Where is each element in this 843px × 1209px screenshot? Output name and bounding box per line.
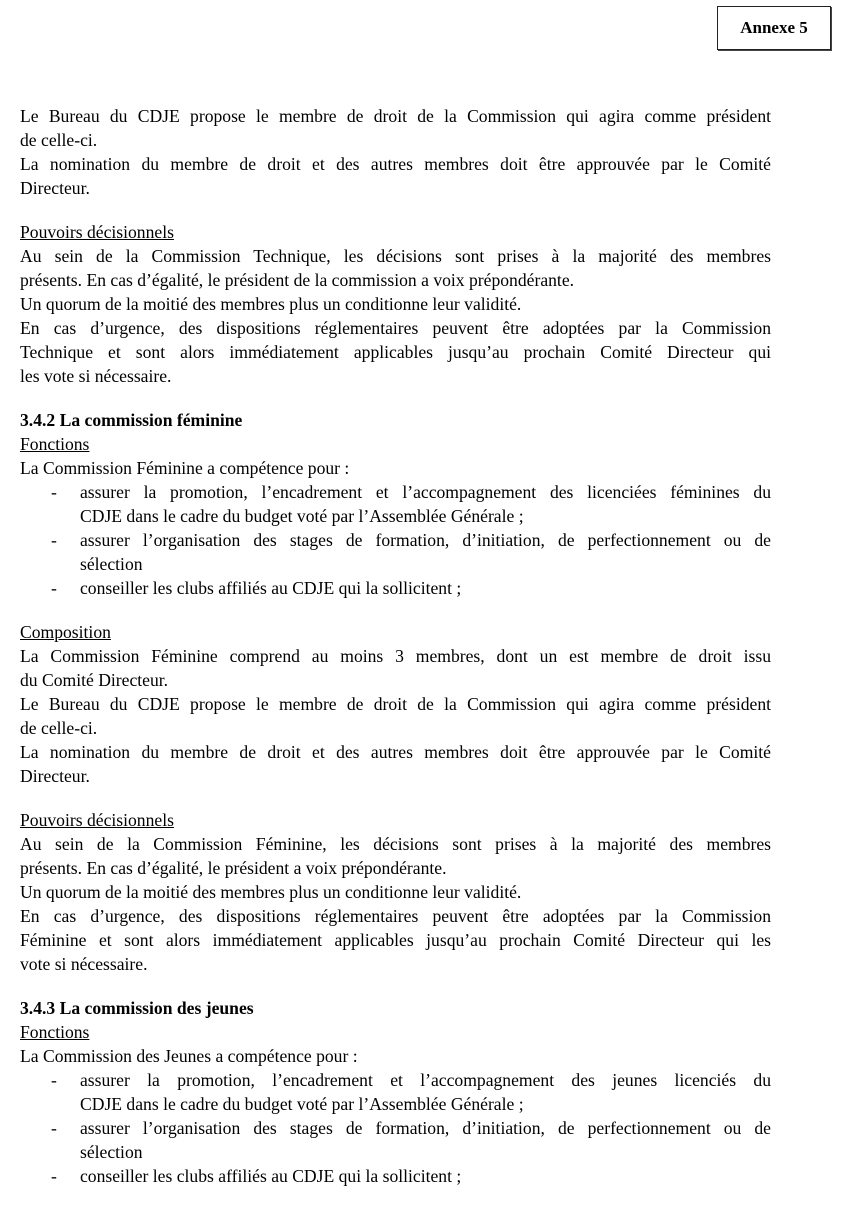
bullet-item bbox=[20, 1164, 771, 1188]
paragraph-spacer bbox=[20, 388, 771, 408]
line-text: vote si nécessaire. bbox=[20, 954, 148, 974]
text-line bbox=[20, 832, 771, 856]
text-line bbox=[20, 152, 771, 176]
line-text: de celle-ci. bbox=[20, 130, 98, 150]
text-line bbox=[20, 644, 771, 668]
line-text: La Commission Féminine comprend au moins 3 membres, dont un est membre de droit issu bbox=[20, 646, 771, 666]
text-line bbox=[20, 668, 771, 692]
line-text: Fonctions bbox=[20, 1022, 90, 1042]
bullet-dash-icon: - bbox=[51, 482, 57, 502]
line-text: conseiller les clubs affiliés au CDJE qui la sollicitent ; bbox=[80, 578, 462, 598]
bullet-dash-icon: - bbox=[51, 1118, 57, 1138]
bullet-continuation bbox=[20, 504, 771, 528]
line-text: En cas d’urgence, des dispositions réglementaires peuvent être adoptées par la Commission bbox=[20, 906, 771, 926]
section-subheading bbox=[20, 432, 771, 456]
line-text: Fonctions bbox=[20, 434, 90, 454]
text-line bbox=[20, 456, 771, 480]
line-text: Pouvoirs décisionnels bbox=[20, 222, 174, 242]
line-text: Un quorum de la moitié des membres plus un conditionne leur validité. bbox=[20, 294, 522, 314]
line-text: assurer l’organisation des stages de formation, d’initiation, de perfectionnement ou de bbox=[80, 1118, 771, 1138]
line-text: Féminine et sont alors immédiatement applicables jusqu’au prochain Comité Directeur qui les bbox=[20, 930, 771, 950]
paragraph-spacer bbox=[20, 788, 771, 808]
line-text: Au sein de la Commission Féminine, les décisions sont prises à la majorité des membres bbox=[20, 834, 771, 854]
line-text: de celle-ci. bbox=[20, 718, 98, 738]
line-text: La nomination du membre de droit et des autres membres doit être approuvée par le Comité bbox=[20, 742, 771, 762]
text-line bbox=[20, 340, 771, 364]
line-text: sélection bbox=[80, 554, 143, 574]
line-text: assurer la promotion, l’encadrement et l’accompagnement des licenciées féminines du bbox=[80, 482, 771, 502]
text-line bbox=[20, 176, 771, 200]
bullet-dash-icon: - bbox=[51, 1166, 57, 1186]
line-text: conseiller les clubs affiliés au CDJE qui la sollicitent ; bbox=[80, 1166, 462, 1186]
section-subheading bbox=[20, 620, 771, 644]
section-subheading bbox=[20, 808, 771, 832]
text-line bbox=[20, 880, 771, 904]
line-text: Directeur. bbox=[20, 766, 90, 786]
bullet-item bbox=[20, 528, 771, 552]
text-line bbox=[20, 716, 771, 740]
text-line bbox=[20, 104, 771, 128]
bullet-continuation bbox=[20, 552, 771, 576]
bullet-item bbox=[20, 576, 771, 600]
line-text: En cas d’urgence, des dispositions réglementaires peuvent être adoptées par la Commission bbox=[20, 318, 771, 338]
text-line bbox=[20, 268, 771, 292]
line-text: présents. En cas d’égalité, le président a voix prépondérante. bbox=[20, 858, 447, 878]
line-text: sélection bbox=[80, 1142, 143, 1162]
line-text: Le Bureau du CDJE propose le membre de droit de la Commission qui agira comme président bbox=[20, 106, 771, 126]
line-text: CDJE dans le cadre du budget voté par l’Assemblée Générale ; bbox=[80, 506, 524, 526]
bullet-continuation bbox=[20, 1092, 771, 1116]
line-text: 3.4.3 La commission des jeunes bbox=[20, 998, 254, 1018]
line-text: Le Bureau du CDJE propose le membre de droit de la Commission qui agira comme président bbox=[20, 694, 771, 714]
section-heading bbox=[20, 408, 771, 432]
line-text: Technique et sont alors immédiatement applicables jusqu’au prochain Comité Directeur qui bbox=[20, 342, 771, 362]
text-line bbox=[20, 364, 771, 388]
line-text: du Comité Directeur. bbox=[20, 670, 169, 690]
line-text: Composition bbox=[20, 622, 111, 642]
line-text: 3.4.2 La commission féminine bbox=[20, 410, 243, 430]
text-line bbox=[20, 316, 771, 340]
paragraph-spacer bbox=[20, 600, 771, 620]
bullet-dash-icon: - bbox=[51, 1070, 57, 1090]
text-line bbox=[20, 764, 771, 788]
text-line bbox=[20, 692, 771, 716]
paragraph-spacer bbox=[20, 200, 771, 220]
bullet-item bbox=[20, 1068, 771, 1092]
bullet-item bbox=[20, 480, 771, 504]
text-line bbox=[20, 904, 771, 928]
line-text: assurer l’organisation des stages de formation, d’initiation, de perfectionnement ou de bbox=[80, 530, 771, 550]
line-text: Directeur. bbox=[20, 178, 90, 198]
bullet-continuation bbox=[20, 1140, 771, 1164]
bullet-item bbox=[20, 1116, 771, 1140]
section-heading bbox=[20, 996, 771, 1020]
line-text: présents. En cas d’égalité, le président de la commission a voix prépondérante. bbox=[20, 270, 575, 290]
line-text: Pouvoirs décisionnels bbox=[20, 810, 174, 830]
line-text: CDJE dans le cadre du budget voté par l’Assemblée Générale ; bbox=[80, 1094, 524, 1114]
line-text: les vote si nécessaire. bbox=[20, 366, 172, 386]
text-line bbox=[20, 1044, 771, 1068]
text-line bbox=[20, 740, 771, 764]
line-text: La Commission Féminine a compétence pour : bbox=[20, 458, 350, 478]
text-line bbox=[20, 244, 771, 268]
line-text: La nomination du membre de droit et des autres membres doit être approuvée par le Comité bbox=[20, 154, 771, 174]
line-text: Un quorum de la moitié des membres plus un conditionne leur validité. bbox=[20, 882, 522, 902]
document-body bbox=[20, 104, 771, 1188]
line-text: assurer la promotion, l’encadrement et l’accompagnement des jeunes licenciés du bbox=[80, 1070, 771, 1090]
text-line bbox=[20, 856, 771, 880]
line-text: Au sein de la Commission Technique, les décisions sont prises à la majorité des membres bbox=[20, 246, 771, 266]
section-subheading bbox=[20, 1020, 771, 1044]
bullet-dash-icon: - bbox=[51, 530, 57, 550]
annex-label: Annexe 5 bbox=[740, 18, 808, 37]
text-line bbox=[20, 952, 771, 976]
bullet-dash-icon: - bbox=[51, 578, 57, 598]
text-line bbox=[20, 928, 771, 952]
paragraph-spacer bbox=[20, 976, 771, 996]
text-line bbox=[20, 128, 771, 152]
line-text: La Commission des Jeunes a compétence pour : bbox=[20, 1046, 358, 1066]
section-subheading bbox=[20, 220, 771, 244]
annex-label-box bbox=[717, 6, 831, 50]
text-line bbox=[20, 292, 771, 316]
